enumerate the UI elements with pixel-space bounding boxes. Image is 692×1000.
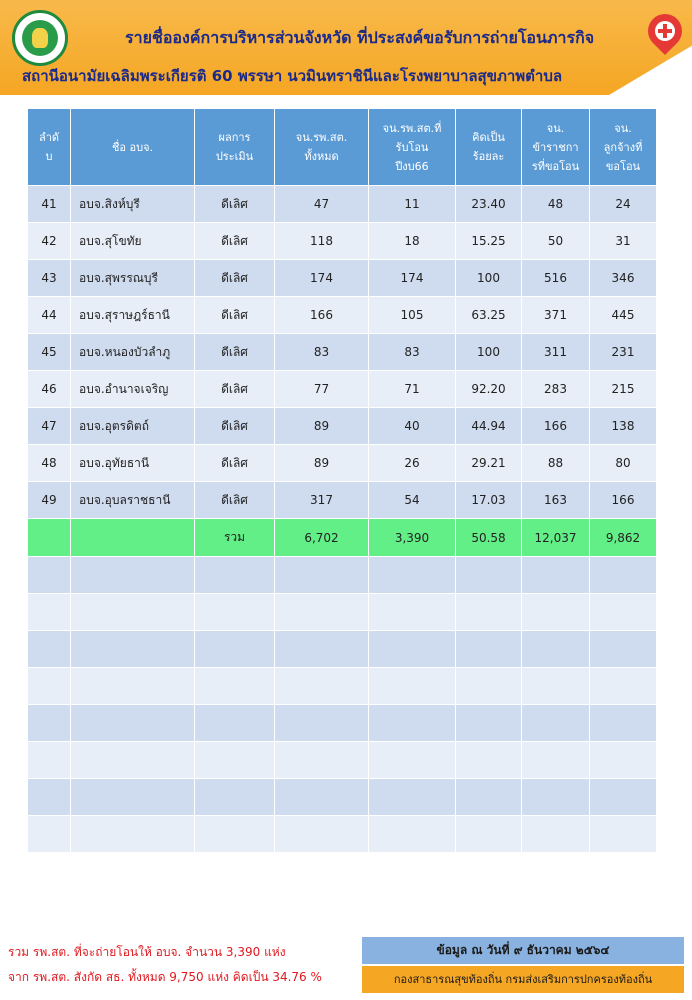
column-header xyxy=(195,109,275,186)
page-subtitle: สถานีอนามัยเฉลิมพระเกียรติ 60 พรรษา นวมินทราชินีและโรงพยาบาลสุขภาพตำบล xyxy=(22,67,563,85)
column-header-text: ปีงบ66 xyxy=(395,159,429,173)
table-cell: 166 xyxy=(275,297,369,334)
table-row xyxy=(28,334,657,371)
table-cell xyxy=(590,631,657,668)
table-cell: อบจ.อุทัยธานี xyxy=(71,445,195,482)
table-cell xyxy=(369,631,456,668)
table-cell xyxy=(195,779,275,816)
table-cell xyxy=(369,594,456,631)
ministry-seal-logo xyxy=(12,10,68,66)
table-cell xyxy=(71,779,195,816)
table-cell xyxy=(71,519,195,557)
summary-line-1: รวม รพ.สต. ที่จะถ่ายโอนให้ อบจ. จำนวน 3,390 แห่ง xyxy=(8,945,286,959)
total-row xyxy=(28,519,657,557)
table-cell: 88 xyxy=(522,445,590,482)
table-cell: 118 xyxy=(275,223,369,260)
table-cell: ดีเลิศ xyxy=(195,334,275,371)
table-cell: อบจ.สิงห์บุรี xyxy=(71,186,195,223)
table-cell xyxy=(456,668,522,705)
table-cell xyxy=(522,742,590,779)
table-cell xyxy=(590,594,657,631)
table-cell xyxy=(369,742,456,779)
table-cell: 48 xyxy=(28,445,71,482)
table-cell xyxy=(369,816,456,853)
table-cell xyxy=(522,631,590,668)
table-cell xyxy=(456,779,522,816)
table-cell xyxy=(456,594,522,631)
table-cell xyxy=(71,668,195,705)
column-header xyxy=(456,109,522,186)
column-header-text: ทั้งหมด xyxy=(304,150,339,163)
column-header-text: ขอโอน xyxy=(605,159,641,173)
table-cell: ดีเลิศ xyxy=(195,260,275,297)
table-cell: 283 xyxy=(522,371,590,408)
table-cell: 92.20 xyxy=(456,371,522,408)
table-cell: 100 xyxy=(456,260,522,297)
table-cell xyxy=(522,557,590,594)
table-cell: 174 xyxy=(369,260,456,297)
table-cell: ดีเลิศ xyxy=(195,223,275,260)
table-cell: 166 xyxy=(522,408,590,445)
table-body xyxy=(28,186,657,853)
table-cell: 77 xyxy=(275,371,369,408)
column-header-text: ชื่อ อบจ. xyxy=(111,140,154,154)
table-cell: 311 xyxy=(522,334,590,371)
table-cell: 29.21 xyxy=(456,445,522,482)
table-cell xyxy=(275,816,369,853)
column-header-text: รับโอน xyxy=(395,140,429,154)
table-cell: 47 xyxy=(275,186,369,223)
table-cell xyxy=(369,557,456,594)
column-header-text: ผลการ xyxy=(218,131,251,144)
table-cell xyxy=(275,668,369,705)
summary-line-2: จาก รพ.สต. สังกัด สธ. ทั้งหมด 9,750 แห่ง คิดเป็น 34.76 % xyxy=(8,970,322,984)
table-cell: 17.03 xyxy=(456,482,522,519)
table-row xyxy=(28,408,657,445)
page-title: รายชื่อองค์การบริหารส่วนจังหวัด ที่ประสงค์ขอรับการถ่ายโอนภารกิจ xyxy=(125,28,595,47)
column-header-text: รที่ขอโอน xyxy=(531,159,580,173)
table-cell xyxy=(71,816,195,853)
column-header xyxy=(369,109,456,186)
table-cell xyxy=(590,779,657,816)
empty-row xyxy=(28,594,657,631)
table-cell xyxy=(28,557,71,594)
empty-row xyxy=(28,631,657,668)
table-cell: 6,702 xyxy=(275,519,369,557)
table-cell: ดีเลิศ xyxy=(195,408,275,445)
table-cell xyxy=(456,816,522,853)
table-cell: 89 xyxy=(275,408,369,445)
table-cell: ดีเลิศ xyxy=(195,297,275,334)
column-header-text: จน. xyxy=(614,121,632,135)
table-cell xyxy=(456,631,522,668)
data-date-note: ข้อมูล ณ วันที่ ๙ ธันวาคม ๒๕๖๔ xyxy=(362,937,684,964)
column-header-text: ลูกจ้างที่ xyxy=(603,140,643,154)
table-cell: 18 xyxy=(369,223,456,260)
table-cell: 83 xyxy=(369,334,456,371)
table-cell: อบจ.อุบลราชธานี xyxy=(71,482,195,519)
table-cell xyxy=(71,705,195,742)
table-cell xyxy=(369,668,456,705)
table-cell: 346 xyxy=(590,260,657,297)
column-header-text: ลำดั xyxy=(38,131,60,144)
table-cell xyxy=(28,594,71,631)
table-cell: 317 xyxy=(275,482,369,519)
table-cell: 63.25 xyxy=(456,297,522,334)
table-cell xyxy=(275,557,369,594)
table-row xyxy=(28,260,657,297)
table-cell xyxy=(522,594,590,631)
table-cell: 3,390 xyxy=(369,519,456,557)
table-cell: 46 xyxy=(28,371,71,408)
table-cell xyxy=(522,779,590,816)
table-cell xyxy=(71,631,195,668)
table-cell xyxy=(590,668,657,705)
column-header-text: คิดเป็น xyxy=(472,131,505,144)
table-cell: 516 xyxy=(522,260,590,297)
table-cell: 47 xyxy=(28,408,71,445)
table-row xyxy=(28,297,657,334)
table-cell: 371 xyxy=(522,297,590,334)
column-header-text: จน.รพ.สต.ที่ xyxy=(382,121,442,135)
table-row xyxy=(28,445,657,482)
table-cell: 45 xyxy=(28,334,71,371)
table-cell: 80 xyxy=(590,445,657,482)
table-cell: 26 xyxy=(369,445,456,482)
table-cell xyxy=(590,705,657,742)
table-cell xyxy=(28,705,71,742)
table-cell xyxy=(195,705,275,742)
table-cell: 41 xyxy=(28,186,71,223)
column-header xyxy=(71,109,195,186)
table-cell xyxy=(28,742,71,779)
table-cell: ดีเลิศ xyxy=(195,482,275,519)
table-cell: 231 xyxy=(590,334,657,371)
table-cell: อบจ.สุพรรณบุรี xyxy=(71,260,195,297)
table-cell xyxy=(456,742,522,779)
table-cell: 50 xyxy=(522,223,590,260)
column-header xyxy=(28,109,71,186)
column-header-text: ร้อยละ xyxy=(472,150,505,163)
table-cell: 15.25 xyxy=(456,223,522,260)
table-cell xyxy=(71,557,195,594)
table-cell xyxy=(275,742,369,779)
table-cell: ดีเลิศ xyxy=(195,445,275,482)
table-cell xyxy=(369,705,456,742)
table-cell xyxy=(28,668,71,705)
table-cell: 174 xyxy=(275,260,369,297)
table-cell: อบจ.อุตรดิตถ์ xyxy=(71,408,195,445)
table-cell xyxy=(522,816,590,853)
empty-row xyxy=(28,557,657,594)
table-cell xyxy=(522,705,590,742)
table-cell: 100 xyxy=(456,334,522,371)
table-cell xyxy=(195,557,275,594)
table-cell: ดีเลิศ xyxy=(195,186,275,223)
table-cell: 44 xyxy=(28,297,71,334)
table-cell xyxy=(275,779,369,816)
table-cell: 50.58 xyxy=(456,519,522,557)
table-cell xyxy=(28,779,71,816)
table-cell xyxy=(590,557,657,594)
table-cell: 215 xyxy=(590,371,657,408)
table-cell: 83 xyxy=(275,334,369,371)
table-cell: 24 xyxy=(590,186,657,223)
table-cell: 12,037 xyxy=(522,519,590,557)
transfer-table xyxy=(27,108,657,853)
table-cell xyxy=(71,594,195,631)
table-row xyxy=(28,371,657,408)
table-cell: 49 xyxy=(28,482,71,519)
table-cell: อบจ.สุราษฎร์ธานี xyxy=(71,297,195,334)
table-cell xyxy=(195,631,275,668)
table-cell: 11 xyxy=(369,186,456,223)
empty-row xyxy=(28,779,657,816)
organization-name: กองสาธารณสุขท้องถิ่น กรมส่งเสริมการปกครองท้องถิ่น xyxy=(362,966,684,993)
table-cell: 43 xyxy=(28,260,71,297)
table-cell xyxy=(195,742,275,779)
table-cell: รวม xyxy=(195,519,275,557)
table-cell: 40 xyxy=(369,408,456,445)
table-cell: 71 xyxy=(369,371,456,408)
table-cell xyxy=(275,631,369,668)
table-cell: 138 xyxy=(590,408,657,445)
summary-note xyxy=(8,940,322,990)
table-cell xyxy=(195,594,275,631)
table-cell: 105 xyxy=(369,297,456,334)
table-cell: 48 xyxy=(522,186,590,223)
column-header-text: ข้าราชกา xyxy=(532,140,579,154)
empty-row xyxy=(28,742,657,779)
table-cell: ดีเลิศ xyxy=(195,371,275,408)
table-cell xyxy=(275,594,369,631)
empty-row xyxy=(28,816,657,853)
column-header-text: จน. xyxy=(546,121,565,135)
table-cell: 166 xyxy=(590,482,657,519)
column-header-text: บ xyxy=(45,150,53,163)
empty-row xyxy=(28,668,657,705)
table-cell: 54 xyxy=(369,482,456,519)
table-cell xyxy=(195,668,275,705)
table-cell: 42 xyxy=(28,223,71,260)
table-row xyxy=(28,186,657,223)
column-header-text: จน.รพ.สต. xyxy=(295,131,348,144)
table-cell: อบจ.หนองบัวลำภู xyxy=(71,334,195,371)
table-cell: อบจ.สุโขทัย xyxy=(71,223,195,260)
table-cell xyxy=(195,816,275,853)
table-cell: 445 xyxy=(590,297,657,334)
table-cell xyxy=(275,705,369,742)
table-cell xyxy=(28,519,71,557)
column-header-text: ประเมิน xyxy=(215,150,254,163)
table-cell: อบจ.อำนาจเจริญ xyxy=(71,371,195,408)
table-cell xyxy=(71,742,195,779)
table-row xyxy=(28,223,657,260)
table-cell: 163 xyxy=(522,482,590,519)
table-cell: 9,862 xyxy=(590,519,657,557)
table-cell xyxy=(369,779,456,816)
column-header xyxy=(522,109,590,186)
table-cell xyxy=(590,742,657,779)
table-cell xyxy=(28,631,71,668)
table-cell: 89 xyxy=(275,445,369,482)
table-cell: 23.40 xyxy=(456,186,522,223)
empty-row xyxy=(28,705,657,742)
table-cell: 31 xyxy=(590,223,657,260)
table-cell xyxy=(456,557,522,594)
table-header-row xyxy=(28,109,657,186)
column-header xyxy=(590,109,657,186)
table-cell: 44.94 xyxy=(456,408,522,445)
table-cell xyxy=(28,816,71,853)
table-row xyxy=(28,482,657,519)
table-cell xyxy=(522,668,590,705)
column-header xyxy=(275,109,369,186)
table-cell xyxy=(590,816,657,853)
table-cell xyxy=(456,705,522,742)
